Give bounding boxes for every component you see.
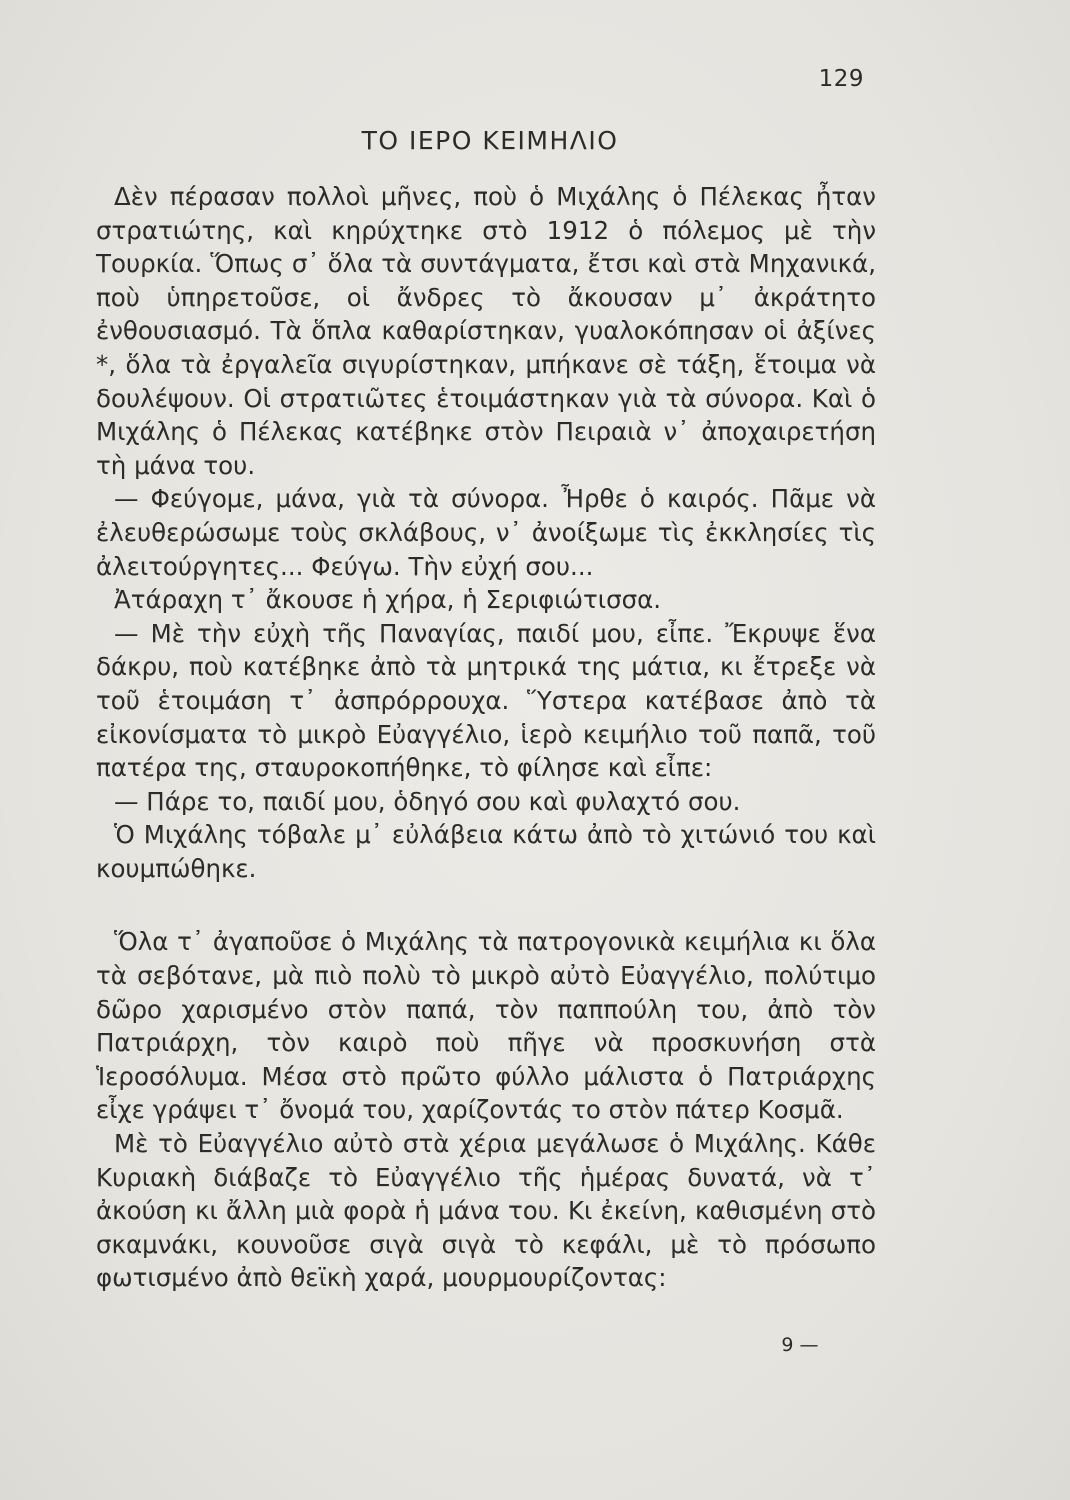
paragraph-6: Ὁ Μιχάλης τόβαλε μ᾽ εὐλάβεια κάτω ἀπὸ τὸ χιτώνιό του καὶ κουμπώθηκε. [96, 820, 876, 883]
page-number: 129 [818, 66, 864, 92]
paragraph-5: — Πάρε το, παιδί μου, ὁδηγό σου καὶ φυλαχτό σου. [114, 786, 741, 816]
signature-mark: 9 — [781, 1334, 819, 1356]
paragraph-1: Δὲν πέρασαν πολλοὶ μῆνες, ποὺ ὁ Μιχάλης ὁ Πέλεκας ἦταν στρατιώτης, καὶ κηρύχτηκε στὸ 1912 ὁ πόλεμος μὲ τὴν Τουρκία. Ὅπως σ᾽ ὅλα τὰ συντάγματα, ἔτσι καὶ στὰ Μηχανικά, ποὺ ὑπηρετοῦσε, οἱ ἄνδρες τὸ ἄκουσαν μ᾽ ἀκράτητο ἐνθουσιασμό. Τὰ ὅπλα καθαρίστηκαν, γυαλοκόπησαν οἱ ἀξίνες *, ὅλα τὰ ἐργαλεῖα σιγυρίστηκαν, μπήκανε σὲ τάξη, ἕτοιμα νὰ δουλέψουν. Οἱ στρατιῶτες ἑτοιμάστηκαν γιὰ τὰ σύνορα. Καὶ ὁ Μιχάλης ὁ Πέλεκας κατέβηκε στὸν Πειραιὰ ν᾽ ἀποχαιρετήση τὴ μάνα του. [96, 182, 876, 480]
paragraph-4: — Μὲ τὴν εὐχὴ τῆς Παναγίας, παιδί μου, εἶπε. Ἔκρυψε ἕνα δάκρυ, ποὺ κατέβηκε ἀπὸ τὰ μητρικά της μάτια, κι ἔτρεξε νὰ τοῦ ἑτοιμάση τ᾽ ἀσπρόρρουχα. Ὕστερα κατέβασε ἀπὸ τὰ εἰκονίσματα τὸ μικρὸ Εὐαγγέλιο, ἱερὸ κειμήλιο τοῦ παπᾶ, τοῦ πατέρα της, σταυροκοπήθηκε, τὸ φίλησε καὶ εἶπε: [96, 618, 876, 783]
paragraph-2: — Φεύγομε, μάνα, γιὰ τὰ σύνορα. Ἦρθε ὁ καιρός. Πᾶμε νὰ ἐλευθερώσωμε τοὺς σκλάβους, ν᾽ ἀνοίξωμε τὶς ἐκκλησίες τὶς ἀλειτούργητες... Φεύγω. Τὴν εὐχή σου... [96, 484, 876, 581]
paragraph-7: Ὅλα τ᾽ ἀγαποῦσε ὁ Μιχάλης τὰ πατρογονικὰ κειμήλια κι ὅλα τὰ σεβότανε, μὰ πιὸ πολὺ τὸ μικρὸ αὐτὸ Εὐαγγέλιο, πολύτιμο δῶρο χαρισμένο στὸν παπά, τὸν παππούλη του, ἀπὸ τὸν Πατριάρχη, τὸν καιρὸ ποὺ πῆγε νὰ προσκυνήση στὰ Ἱεροσόλυμα. Μέσα στὸ πρῶτο φύλλο μάλιστα ὁ Πατριάρχης εἶχε γράψει τ᾽ ὄνομά του, χαρίζοντάς το στὸν πάτερ Κοσμᾶ. [96, 927, 876, 1125]
chapter-title: ΤΟ ΙΕΡΟ ΚΕΙΜΗΛΙΟ [361, 126, 619, 155]
body-text [96, 180, 876, 1295]
paragraph-8: Μὲ τὸ Εὐαγγέλιο αὐτὸ στὰ χέρια μεγάλωσε ὁ Μιχάλης. Κάθε Κυριακὴ διάβαζε τὸ Εὐαγγέλιο τῆς ἡμέρας δυνατά, νὰ τ᾽ ἀκούση κι ἄλλη μιὰ φορὰ ἡ μάνα του. Κι ἐκείνη, καθισμένη στὸ σκαμνάκι, κουνοῦσε σιγὰ σιγὰ τὸ κεφάλι, μὲ τὸ πρόσωπο φωτισμένο ἀπὸ θεϊκὴ χαρά, μουρμουρίζοντας: [96, 1129, 876, 1293]
paragraph-3: Ἀτάραχη τ᾽ ἄκουσε ἡ χήρα, ἡ Σεριφιώτισσα. [114, 585, 662, 615]
